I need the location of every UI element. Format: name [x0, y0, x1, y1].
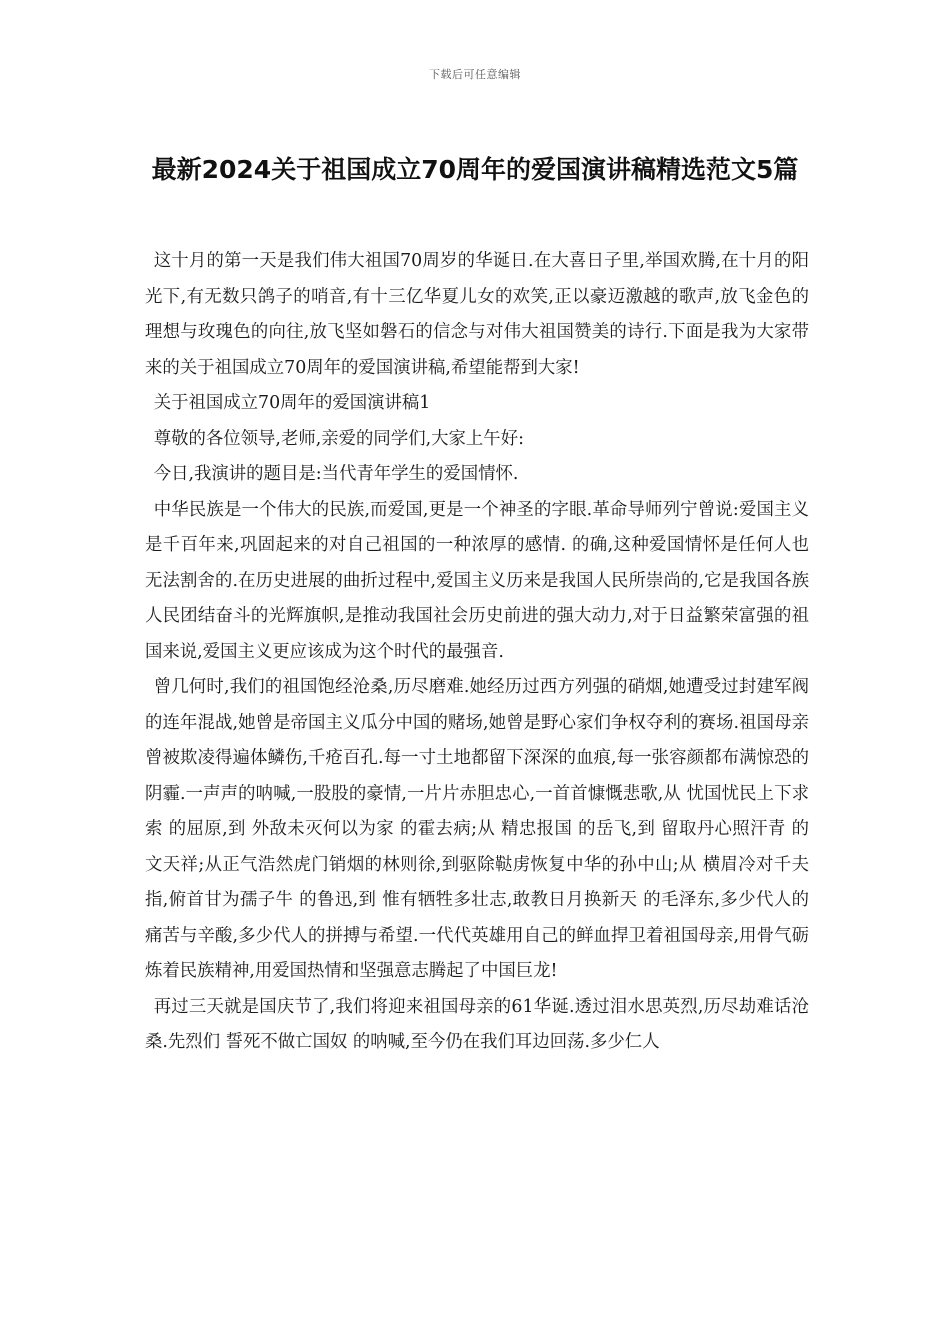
- header-note: 下载后可任意编辑: [429, 68, 521, 81]
- paragraph-topic: 今日,我演讲的题目是:当代青年学生的爱国情怀.: [153, 464, 519, 484]
- speech-heading: 关于祖国成立70周年的爱国演讲稿1: [153, 393, 431, 413]
- document-title: 最新2024关于祖国成立70周年的爱国演讲稿精选范文5篇: [151, 155, 799, 184]
- paragraph-intro: 这十月的第一天是我们伟大祖国70周岁的华诞日.在大喜日子里,举国欢腾,在十月的阳光下,有无数只鸽子的哨音,有十三亿华夏儿女的欢笑,正以豪迈激越的歌声,放飞金色的理想与玫瑰色的向往,放飞坚如磐石的信念与对伟大祖国赞美的诗行.下面是我为大家带来的关于祖国成立70周年的爱国演讲稿,希望能帮到大家!: [145, 251, 809, 378]
- paragraph-greeting: 尊敬的各位领导,老师,亲爱的同学们,大家上午好:: [153, 428, 524, 449]
- paragraph-national-day: 再过三天就是国庆节了,我们将迎来祖国母亲的61华诞.透过泪水思英烈,历尽劫难话沧桑.先烈们 誓死不做亡国奴 的呐喊,至今仍在我们耳边回荡.多少仁人: [145, 996, 809, 1052]
- paragraph-history: 曾几何时,我们的祖国饱经沧桑,历尽磨难.她经历过西方列强的硝烟,她遭受过封建军阀的连年混战,她曾是帝国主义瓜分中国的赌场,她曾是野心家们争权夺利的赛场.祖国母亲曾被欺凌得遍体鳞伤,千疮百孔.每一寸土地都留下深深的血痕,每一张容颜都布满惊恐的阴霾.一声声的呐喊,一股股的豪情,一片片赤胆忠心,一首首慷慨悲歌,从 忧国忧民上下求索 的屈原,到 外敌未灭何以为家 的霍去病;从 精忠报国 的岳飞,到 留取丹心照汗青 的文天祥;从正气浩然虎门销烟的林则徐,到驱除鞑虏恢复中华的孙中山;从 横眉冷对千夫指,俯首甘为孺子牛 的鲁迅,到 惟有牺牲多壮志,敢教日月换新天 的毛泽东,多少代人的痛苦与辛酸,多少代人的拼搏与希望.一代代英雄用自己的鲜血捍卫着祖国母亲,用骨气砺炼着民族精神,用爱国热情和坚强意志腾起了中国巨龙!: [145, 677, 809, 981]
- paragraph-patriotism: 中华民族是一个伟大的民族,而爱国,更是一个神圣的字眼.革命导师列宁曾说:爱国主义是千百年来,巩固起来的对自己祖国的一种浓厚的感情. 的确,这种爱国情怀是任何人也无法割舍的.在历史进展的曲折过程中,爱国主义历来是我国人民所崇尚的,它是我国各族人民团结奋斗的光辉旗帜,是推动我国社会历史前进的强大动力,对于日益繁荣富强的祖国来说,爱国主义更应该成为这个时代的最强音.: [145, 499, 809, 662]
- document-body: [145, 244, 809, 1061]
